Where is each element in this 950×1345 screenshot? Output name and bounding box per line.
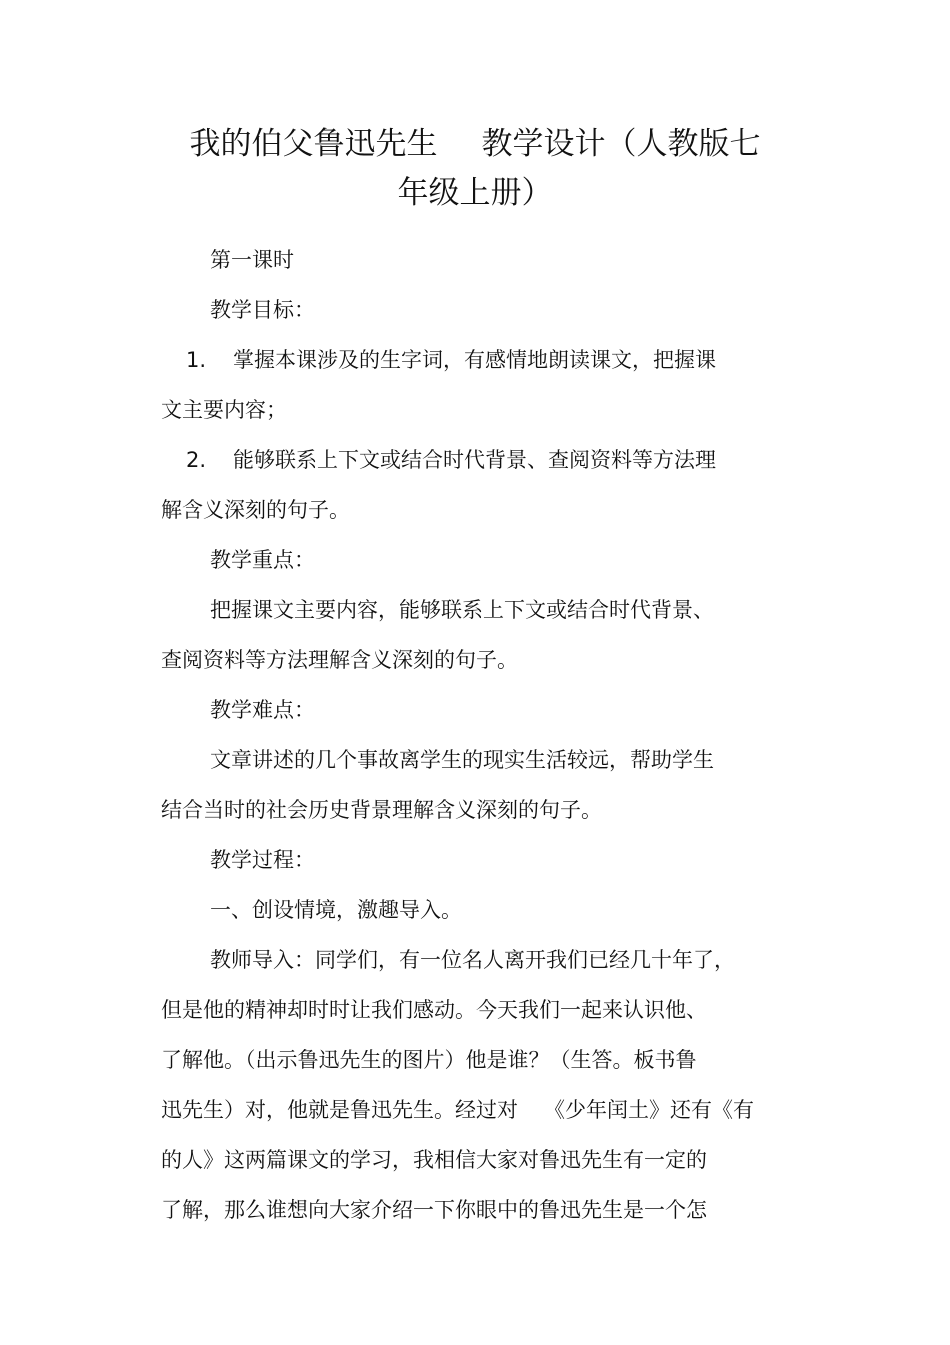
process-heading: 教学过程： [210,848,315,872]
key-points-heading: 教学重点： [210,548,315,572]
intro-line-4 [161,1095,754,1125]
goals-heading: 教学目标： [210,298,315,322]
intro-line-1: 教师导入：同学们，有一位名人离开我们已经几十年了， [210,948,735,972]
title-part-2: 教学设计（人教版七 [481,126,761,162]
intro-line-4-part-1: 迅先生）对，他就是鲁迅先生。经过对 [161,1098,518,1122]
intro-line-6: 了解，那么谁想向大家介绍一下你眼中的鲁迅先生是一个怎 [161,1198,707,1222]
document-title-line-1 [150,124,800,164]
intro-line-5: 的人》这两篇课文的学习，我相信大家对鲁迅先生有一定的 [161,1148,707,1172]
intro-line-2: 但是他的精神却时时让我们感动。今天我们一起来认识他、 [161,998,707,1022]
difficulties-line-1: 文章讲述的几个事故离学生的现实生活较远，帮助学生 [210,748,714,772]
title-part-1: 我的伯父鲁迅先生 [189,126,438,162]
lesson-label: 第一课时 [210,248,294,272]
goal-2-number: 2. [186,448,207,472]
goal-2-line-1: 能够联系上下文或结合时代背景、查阅资料等方法理 [233,448,716,472]
difficulties-line-2: 结合当时的社会历史背景理解含义深刻的句子。 [161,798,602,822]
key-points-line-2: 查阅资料等方法理解含义深刻的句子。 [161,648,518,672]
document-title-line-2: 年级上册） [397,175,553,211]
intro-line-4-part-2: 《少年闰土》还有《有 [544,1098,754,1122]
goal-2-line-2: 解含义深刻的句子。 [161,498,350,522]
key-points-line-1: 把握课文主要内容，能够联系上下文或结合时代背景、 [210,598,714,622]
difficulties-heading: 教学难点： [210,698,315,722]
goal-1-line-1: 掌握本课涉及的生字词，有感情地朗读课文，把握课 [233,348,716,372]
intro-line-3: 了解他。（出示鲁迅先生的图片）他是谁？（生答。板书鲁 [161,1048,697,1072]
process-step-1: 一、创设情境，激趣导入。 [210,898,462,922]
goal-1-line-2: 文主要内容； [161,398,287,422]
goal-1-number: 1. [186,348,207,372]
